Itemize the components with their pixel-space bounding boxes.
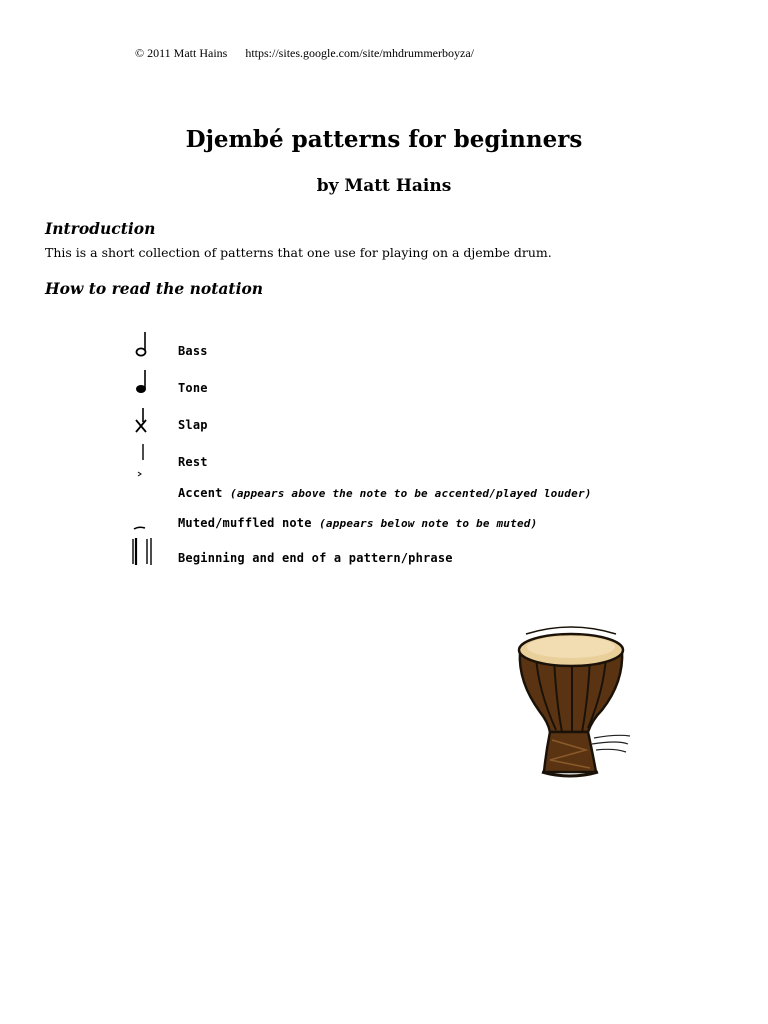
document-title: Djembé patterns for beginners — [185, 126, 583, 153]
legend-label: Rest — [178, 455, 208, 469]
djembe-drum-illustration — [506, 620, 641, 782]
rest-icon — [130, 442, 154, 482]
legend-label: Tone — [178, 381, 208, 395]
bass-note-icon — [130, 330, 154, 360]
slap-note-icon — [130, 406, 154, 436]
tone-note-icon — [130, 368, 154, 398]
introduction-text: This is a short collection of patterns that one use for playing on a djembe drum. — [45, 245, 552, 260]
introduction-heading: Introduction — [45, 219, 156, 238]
page-header — [135, 46, 474, 61]
notation-heading: How to read the notation — [45, 279, 264, 298]
legend-label: Accent — [178, 486, 223, 500]
legend-item-rest — [178, 455, 208, 469]
legend-note: (appears below note to be muted) — [319, 517, 538, 530]
legend-item-tone — [178, 381, 208, 395]
copyright-text: © 2011 Matt Hains — [135, 46, 228, 60]
legend-item-slap — [178, 418, 208, 432]
legend-item-bass — [178, 344, 208, 358]
legend-label: Slap — [178, 418, 208, 432]
legend-item-pattern-bounds — [178, 551, 453, 565]
legend-label: Muted/muffled note — [178, 516, 312, 530]
site-url: https://sites.google.com/site/mhdrummerboyza/ — [245, 46, 474, 60]
repeat-bars-icon — [128, 536, 158, 568]
mute-icon — [130, 522, 154, 534]
legend-item-accent — [178, 486, 592, 500]
legend-note: (appears above the note to be accented/played louder) — [230, 487, 592, 500]
author-byline: by Matt Hains — [316, 176, 452, 196]
legend-label: Beginning and end of a pattern/phrase — [178, 551, 453, 565]
legend-item-muted — [178, 516, 537, 530]
legend-label: Bass — [178, 344, 208, 358]
